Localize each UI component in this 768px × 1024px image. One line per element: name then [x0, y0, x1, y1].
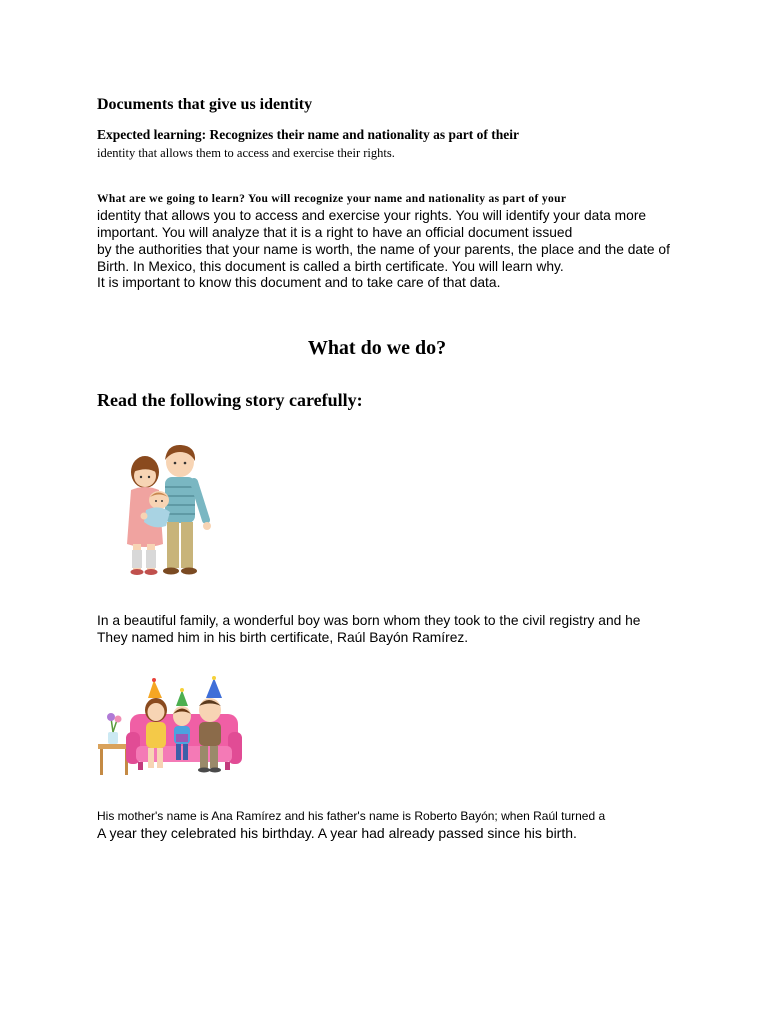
learn-paragraph-line: important. You will analyze that it is a right to have an official document issued [97, 225, 573, 240]
story-paragraph-line: A year they celebrated his birthday. A year had already passed since his birth. [97, 825, 577, 841]
learn-paragraph-line: identity that allows you to access and exercise your rights. You will identify your data more [97, 208, 647, 223]
birthday-illustration [96, 676, 242, 778]
story-paragraph-line: In a beautiful family, a wonderful boy was born whom they took to the civil registry and he [97, 613, 641, 628]
section-heading: What do we do? [307, 337, 447, 359]
expected-learning-heading: Expected learning: Recognizes their name and nationality as part of their [97, 127, 519, 142]
expected-learning-continuation: identity that allows them to access and exercise their rights. [97, 146, 395, 160]
read-heading: Read the following story carefully: [97, 390, 363, 410]
father-figure [163, 445, 211, 575]
side-table [98, 713, 130, 775]
learn-heading: What are we going to learn? You will recognize your name and nationality as part of your [97, 193, 567, 205]
story-paragraph-line: His mother's name is Ana Ramírez and his father's name is Roberto Bayón; when Raúl turned a [97, 809, 606, 823]
learn-paragraph-line: by the authorities that your name is worth, the name of your parents, the place and the date of [97, 242, 670, 257]
story-paragraph-line: They named him in his birth certificate, Raúl Bayón Ramírez. [97, 630, 469, 645]
document-title: Documents that give us identity [97, 96, 313, 113]
learn-paragraph-line: It is important to know this document and to take care of that data. [97, 275, 501, 290]
family-illustration [118, 440, 218, 580]
learn-paragraph-line: Birth. In Mexico, this document is called a birth certificate. You will learn why. [97, 259, 564, 274]
